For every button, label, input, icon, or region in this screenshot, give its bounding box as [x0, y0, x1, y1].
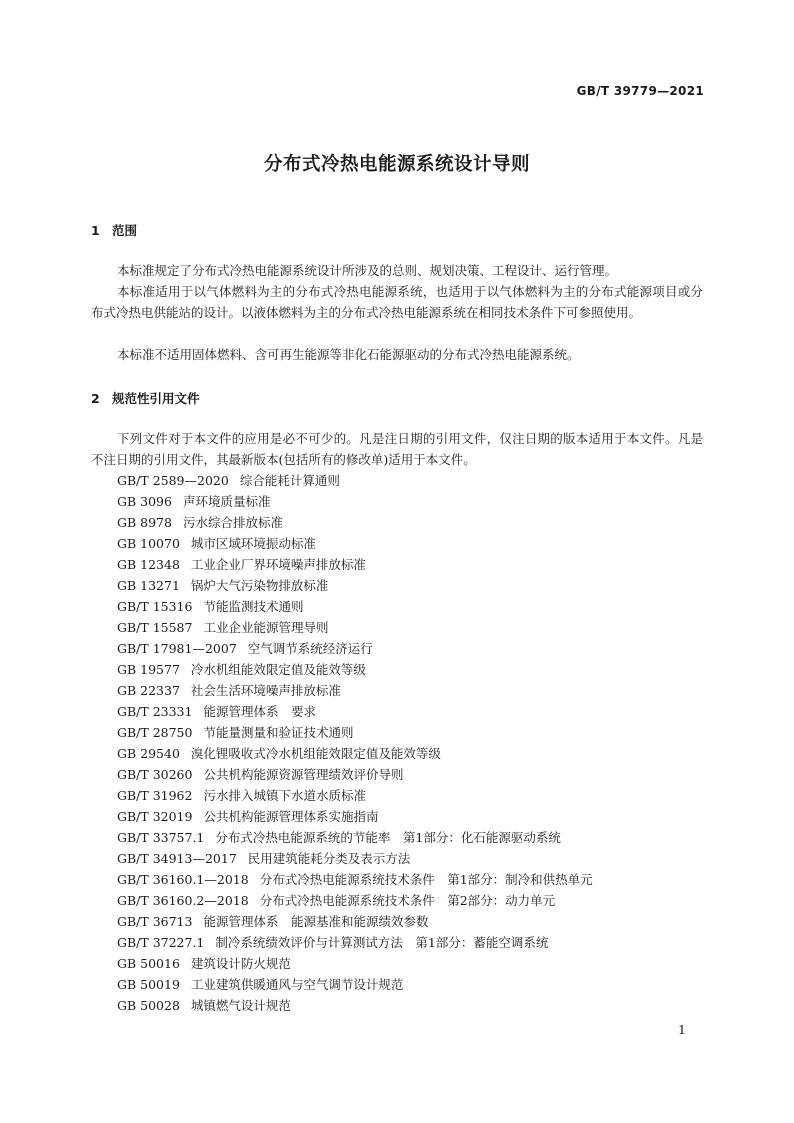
- reference-item: [117, 701, 593, 722]
- reference-title: 冷水机组能效限定值及能效等级: [190, 662, 366, 677]
- references-intro-paragraph: 下列文件对于本文件的应用是必不可少的。凡是注日期的引用文件，仅注日期的版本适用于本文件。凡是不注日期的引用文件，其最新版本(包括所有的修改单)适用于本文件。: [91, 431, 703, 467]
- reference-title: 工业建筑供暖通风与空气调节设计规范: [190, 977, 404, 992]
- reference-code: GB/T 32019: [117, 809, 193, 824]
- reference-item: [117, 953, 593, 974]
- reference-title: 制冷系统绩效评价与计算测试方法 第1部分：蓄能空调系统: [215, 935, 549, 950]
- reference-code: GB/T 30260: [117, 767, 193, 782]
- reference-title: 声环境质量标准: [182, 494, 271, 509]
- reference-title: 建筑设计防火规范: [190, 956, 291, 971]
- section-heading-scope: [91, 221, 137, 239]
- reference-title: 空气调节系统经济运行: [247, 641, 373, 656]
- reference-title: 综合能耗计算通则: [239, 473, 340, 488]
- page-number: 1: [678, 1022, 686, 1037]
- reference-code: GB/T 28750: [117, 725, 193, 740]
- reference-title: 分布式冷热电能源系统技术条件 第1部分：制冷和供热单元: [259, 872, 593, 887]
- scope-paragraph-1: 本标准规定了分布式冷热电能源系统设计所涉及的总则、规划决策、工程设计、运行管理。: [117, 263, 618, 278]
- reference-title: 公共机构能源资源管理绩效评价导则: [203, 767, 404, 782]
- reference-code: GB/T 36713: [117, 914, 193, 929]
- reference-code: GB 19577: [117, 662, 180, 677]
- reference-title: 污水综合排放标准: [182, 515, 283, 530]
- reference-code: GB 50016: [117, 956, 180, 971]
- reference-item: [117, 659, 593, 680]
- reference-code: GB 22337: [117, 683, 180, 698]
- reference-title: 能源管理体系 能源基准和能源绩效参数: [203, 914, 429, 929]
- reference-item: [117, 785, 593, 806]
- reference-code: GB 10070: [117, 536, 180, 551]
- reference-code: GB/T 36160.2—2018: [117, 893, 249, 908]
- reference-code: GB/T 17981—2007: [117, 641, 237, 656]
- reference-code: GB 50028: [117, 998, 180, 1013]
- reference-title: 分布式冷热电能源系统技术条件 第2部分：动力单元: [259, 893, 556, 908]
- reference-item: [117, 575, 593, 596]
- reference-code: GB 29540: [117, 746, 180, 761]
- reference-title: 分布式冷热电能源系统的节能率 第1部分：化石能源驱动系统: [215, 830, 561, 845]
- reference-item: [117, 512, 593, 533]
- reference-title: 社会生活环境噪声排放标准: [190, 683, 341, 698]
- reference-title: 民用建筑能耗分类及表示方法: [247, 851, 411, 866]
- scope-paragraph-2: 本标准适用于以气体燃料为主的分布式冷热电能源系统，也适用于以气体燃料为主的分布式能源项目或分布式冷热电供能站的设计。以液体燃料为主的分布式冷热电能源系统在相同技术条件下可参照使用。: [91, 284, 703, 320]
- reference-item: [117, 533, 593, 554]
- reference-item: [117, 743, 593, 764]
- document-title: 分布式冷热电能源系统设计导则: [263, 154, 530, 175]
- reference-item: [117, 764, 593, 785]
- scope-paragraph-3: 本标准不适用固体燃料、含可再生能源等非化石能源驱动的分布式冷热电能源系统。: [117, 347, 580, 362]
- reference-code: GB/T 31962: [117, 788, 193, 803]
- standard-code: GB/T 39779—2021: [576, 84, 704, 98]
- reference-item: [117, 722, 593, 743]
- reference-item: [117, 869, 593, 890]
- reference-item: [117, 638, 593, 659]
- reference-code: GB 50019: [117, 977, 180, 992]
- reference-title: 公共机构能源管理体系实施指南: [203, 809, 379, 824]
- section-number: 2: [91, 391, 100, 406]
- reference-item: [117, 890, 593, 911]
- reference-item: [117, 932, 593, 953]
- reference-code: GB/T 23331: [117, 704, 193, 719]
- reference-code: GB 12348: [117, 557, 180, 572]
- reference-item: [117, 827, 593, 848]
- reference-item: [117, 491, 593, 512]
- reference-item: [117, 995, 593, 1016]
- reference-title: 污水排入城镇下水道水质标准: [203, 788, 366, 803]
- reference-item: [117, 848, 593, 869]
- reference-code: GB/T 15316: [117, 599, 193, 614]
- reference-title: 节能监测技术通则: [203, 599, 304, 614]
- section-heading-normative-references: [91, 389, 200, 407]
- reference-code: GB/T 37227.1: [117, 935, 205, 950]
- reference-code: GB 8978: [117, 515, 172, 530]
- reference-code: GB/T 36160.1—2018: [117, 872, 249, 887]
- reference-item: [117, 617, 593, 638]
- section-title: 规范性引用文件: [112, 391, 200, 406]
- reference-item: [117, 806, 593, 827]
- reference-code: GB/T 33757.1: [117, 830, 205, 845]
- reference-title: 能源管理体系 要求: [203, 704, 316, 719]
- reference-code: GB/T 34913—2017: [117, 851, 237, 866]
- reference-title: 溴化锂吸收式冷水机组能效限定值及能效等级: [190, 746, 441, 761]
- reference-title: 工业企业厂界环境噪声排放标准: [190, 557, 366, 572]
- reference-title: 城市区域环境振动标准: [190, 536, 316, 551]
- reference-code: GB 13271: [117, 578, 180, 593]
- reference-title: 城镇燃气设计规范: [190, 998, 291, 1013]
- reference-list: [117, 470, 593, 1016]
- reference-item: [117, 470, 593, 491]
- reference-code: GB/T 2589—2020: [117, 473, 229, 488]
- reference-item: [117, 911, 593, 932]
- reference-code: GB 3096: [117, 494, 172, 509]
- reference-item: [117, 596, 593, 617]
- reference-item: [117, 680, 593, 701]
- reference-item: [117, 554, 593, 575]
- section-title: 范围: [112, 223, 138, 238]
- reference-code: GB/T 15587: [117, 620, 193, 635]
- reference-title: 节能量测量和验证技术通则: [203, 725, 354, 740]
- reference-title: 工业企业能源管理导则: [203, 620, 329, 635]
- reference-title: 锅炉大气污染物排放标准: [190, 578, 329, 593]
- section-number: 1: [91, 223, 100, 238]
- reference-item: [117, 974, 593, 995]
